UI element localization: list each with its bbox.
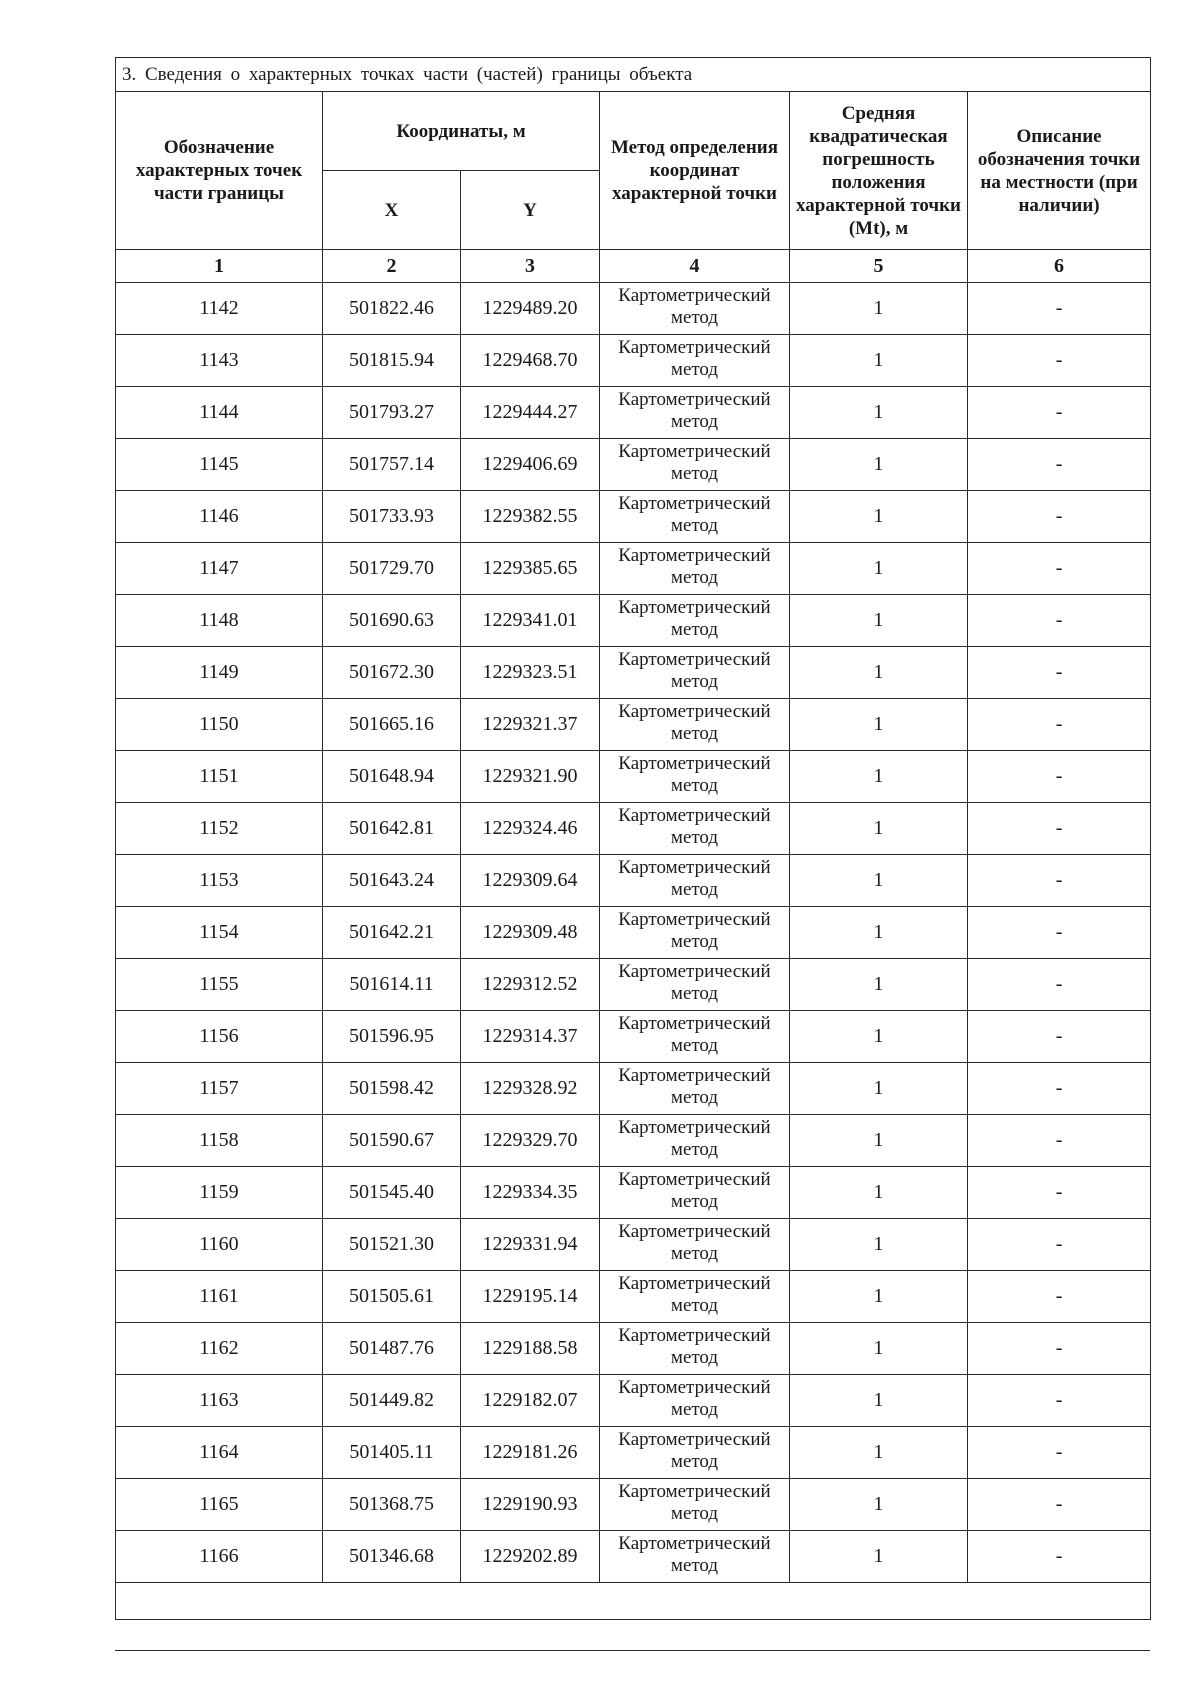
x-coordinate-cell: 501521.30	[323, 1219, 461, 1271]
header-coordinates: Координаты, м	[323, 92, 600, 171]
table-row	[116, 1167, 1151, 1219]
mt-error-cell: 1	[790, 387, 968, 439]
mt-error-cell: 1	[790, 1531, 968, 1583]
method-cell	[600, 1323, 790, 1375]
x-coordinate-cell: 501648.94	[323, 751, 461, 803]
method-line-1: Картометрический	[618, 493, 771, 514]
table-body	[116, 283, 1151, 1583]
y-coordinate-cell: 1229182.07	[461, 1375, 600, 1427]
point-id-cell: 1157	[116, 1063, 323, 1115]
x-coordinate-cell: 501822.46	[323, 283, 461, 335]
table-row	[116, 543, 1151, 595]
y-coordinate-cell: 1229181.26	[461, 1427, 600, 1479]
method-line-2: метод	[670, 723, 719, 744]
point-id-cell: 1154	[116, 907, 323, 959]
x-coordinate-cell: 501729.70	[323, 543, 461, 595]
y-coordinate-cell: 1229385.65	[461, 543, 600, 595]
column-number: 2	[323, 250, 461, 283]
method-cell	[600, 439, 790, 491]
description-cell: -	[968, 907, 1151, 959]
y-coordinate-cell: 1229341.01	[461, 595, 600, 647]
point-id-cell: 1159	[116, 1167, 323, 1219]
method-cell	[600, 1115, 790, 1167]
y-coordinate-cell: 1229309.48	[461, 907, 600, 959]
point-id-cell: 1144	[116, 387, 323, 439]
x-coordinate-cell: 501642.21	[323, 907, 461, 959]
x-coordinate-cell: 501487.76	[323, 1323, 461, 1375]
method-line-1: Картометрический	[618, 649, 771, 670]
description-cell: -	[968, 1011, 1151, 1063]
x-coordinate-cell: 501545.40	[323, 1167, 461, 1219]
point-id-cell: 1149	[116, 647, 323, 699]
point-id-cell: 1147	[116, 543, 323, 595]
mt-error-cell: 1	[790, 1115, 968, 1167]
x-coordinate-cell: 501642.81	[323, 803, 461, 855]
y-coordinate-cell: 1229329.70	[461, 1115, 600, 1167]
y-coordinate-cell: 1229328.92	[461, 1063, 600, 1115]
column-number: 4	[600, 250, 790, 283]
method-line-1: Картометрический	[618, 1481, 771, 1502]
mt-error-cell: 1	[790, 1323, 968, 1375]
method-line-1: Картометрический	[618, 1377, 771, 1398]
method-line-2: метод	[670, 1295, 719, 1316]
method-line-1: Картометрический	[618, 1533, 771, 1554]
mt-error-cell: 1	[790, 1063, 968, 1115]
table-row	[116, 491, 1151, 543]
description-cell: -	[968, 1375, 1151, 1427]
point-id-cell: 1160	[116, 1219, 323, 1271]
mt-error-cell: 1	[790, 1375, 968, 1427]
point-id-cell: 1165	[116, 1479, 323, 1531]
point-id-cell: 1146	[116, 491, 323, 543]
section-title: 3. Сведения о характерных точках части (частей) границы объекта	[116, 58, 1151, 92]
description-cell: -	[968, 595, 1151, 647]
method-line-2: метод	[670, 1087, 719, 1108]
table-row	[116, 1271, 1151, 1323]
x-coordinate-cell: 501449.82	[323, 1375, 461, 1427]
y-coordinate-cell: 1229324.46	[461, 803, 600, 855]
method-line-1: Картометрический	[618, 1013, 771, 1034]
method-line-1: Картометрический	[618, 285, 771, 306]
method-line-2: метод	[670, 983, 719, 1004]
x-coordinate-cell: 501598.42	[323, 1063, 461, 1115]
mt-error-cell: 1	[790, 959, 968, 1011]
description-cell: -	[968, 439, 1151, 491]
y-coordinate-cell: 1229188.58	[461, 1323, 600, 1375]
column-number: 3	[461, 250, 600, 283]
description-cell: -	[968, 803, 1151, 855]
y-coordinate-cell: 1229468.70	[461, 335, 600, 387]
description-cell: -	[968, 543, 1151, 595]
description-cell: -	[968, 335, 1151, 387]
mt-error-cell: 1	[790, 855, 968, 907]
method-line-2: метод	[670, 1243, 719, 1264]
method-line-2: метод	[670, 1191, 719, 1212]
method-line-2: метод	[670, 1035, 719, 1056]
method-line-2: метод	[670, 1347, 719, 1368]
x-coordinate-cell: 501614.11	[323, 959, 461, 1011]
point-id-cell: 1148	[116, 595, 323, 647]
empty-cell	[116, 1583, 1151, 1620]
point-id-cell: 1153	[116, 855, 323, 907]
description-cell: -	[968, 959, 1151, 1011]
point-id-cell: 1156	[116, 1011, 323, 1063]
mt-error-cell: 1	[790, 1271, 968, 1323]
method-line-1: Картометрический	[618, 805, 771, 826]
table-row	[116, 751, 1151, 803]
method-line-1: Картометрический	[618, 597, 771, 618]
y-coordinate-cell: 1229202.89	[461, 1531, 600, 1583]
description-cell: -	[968, 1219, 1151, 1271]
x-coordinate-cell: 501690.63	[323, 595, 461, 647]
footer-divider	[115, 1650, 1150, 1651]
mt-error-cell: 1	[790, 1011, 968, 1063]
table-row	[116, 335, 1151, 387]
y-coordinate-cell: 1229444.27	[461, 387, 600, 439]
method-line-1: Картометрический	[618, 1169, 771, 1190]
x-coordinate-cell: 501815.94	[323, 335, 461, 387]
mt-error-cell: 1	[790, 1167, 968, 1219]
point-id-cell: 1161	[116, 1271, 323, 1323]
method-cell	[600, 543, 790, 595]
table-row	[116, 699, 1151, 751]
y-coordinate-cell: 1229190.93	[461, 1479, 600, 1531]
mt-error-cell: 1	[790, 751, 968, 803]
method-cell	[600, 699, 790, 751]
description-cell: -	[968, 387, 1151, 439]
method-line-2: метод	[670, 775, 719, 796]
header-x: X	[323, 171, 461, 250]
x-coordinate-cell: 501733.93	[323, 491, 461, 543]
x-coordinate-cell: 501590.67	[323, 1115, 461, 1167]
mt-error-cell: 1	[790, 543, 968, 595]
y-coordinate-cell: 1229323.51	[461, 647, 600, 699]
method-line-1: Картометрический	[618, 753, 771, 774]
method-cell	[600, 491, 790, 543]
mt-error-cell: 1	[790, 699, 968, 751]
method-line-2: метод	[670, 827, 719, 848]
column-number: 5	[790, 250, 968, 283]
method-cell	[600, 1375, 790, 1427]
empty-footer-row	[116, 1583, 1151, 1620]
table-row	[116, 439, 1151, 491]
mt-error-cell: 1	[790, 647, 968, 699]
method-line-2: метод	[670, 671, 719, 692]
table-row	[116, 1427, 1151, 1479]
method-cell	[600, 1011, 790, 1063]
method-line-1: Картометрический	[618, 1065, 771, 1086]
point-id-cell: 1142	[116, 283, 323, 335]
x-coordinate-cell: 501346.68	[323, 1531, 461, 1583]
point-id-cell: 1152	[116, 803, 323, 855]
column-number: 1	[116, 250, 323, 283]
method-line-1: Картометрический	[618, 337, 771, 358]
table-row	[116, 1479, 1151, 1531]
y-coordinate-cell: 1229489.20	[461, 283, 600, 335]
header-designation: Обозначение характерных точек части границы	[116, 92, 323, 250]
mt-error-cell: 1	[790, 283, 968, 335]
method-line-1: Картометрический	[618, 389, 771, 410]
method-line-1: Картометрический	[618, 857, 771, 878]
header-method: Метод определения координат характерной точки	[600, 92, 790, 250]
y-coordinate-cell: 1229406.69	[461, 439, 600, 491]
y-coordinate-cell: 1229382.55	[461, 491, 600, 543]
mt-error-cell: 1	[790, 335, 968, 387]
table-row	[116, 387, 1151, 439]
method-line-1: Картометрический	[618, 1273, 771, 1294]
x-coordinate-cell: 501665.16	[323, 699, 461, 751]
x-coordinate-cell: 501757.14	[323, 439, 461, 491]
y-coordinate-cell: 1229314.37	[461, 1011, 600, 1063]
column-number: 6	[968, 250, 1151, 283]
table-row	[116, 595, 1151, 647]
point-id-cell: 1162	[116, 1323, 323, 1375]
method-line-1: Картометрический	[618, 1429, 771, 1450]
description-cell: -	[968, 751, 1151, 803]
description-cell: -	[968, 283, 1151, 335]
boundary-points-table	[115, 57, 1151, 1620]
x-coordinate-cell: 501596.95	[323, 1011, 461, 1063]
method-line-1: Картометрический	[618, 1221, 771, 1242]
table-row	[116, 647, 1151, 699]
x-coordinate-cell: 501643.24	[323, 855, 461, 907]
method-line-1: Картометрический	[618, 441, 771, 462]
method-line-2: метод	[670, 515, 719, 536]
method-cell	[600, 1063, 790, 1115]
y-coordinate-cell: 1229321.90	[461, 751, 600, 803]
point-id-cell: 1143	[116, 335, 323, 387]
table-row	[116, 1219, 1151, 1271]
method-cell	[600, 387, 790, 439]
method-line-1: Картометрический	[618, 1325, 771, 1346]
method-cell	[600, 595, 790, 647]
table-row	[116, 855, 1151, 907]
method-line-1: Картометрический	[618, 961, 771, 982]
method-cell	[600, 907, 790, 959]
method-line-2: метод	[670, 1503, 719, 1524]
method-line-1: Картометрический	[618, 545, 771, 566]
method-line-1: Картометрический	[618, 1117, 771, 1138]
description-cell: -	[968, 1427, 1151, 1479]
document-sheet	[115, 57, 1150, 1620]
method-cell	[600, 335, 790, 387]
x-coordinate-cell: 501672.30	[323, 647, 461, 699]
y-coordinate-cell: 1229334.35	[461, 1167, 600, 1219]
method-line-2: метод	[670, 359, 719, 380]
description-cell: -	[968, 1323, 1151, 1375]
method-cell	[600, 751, 790, 803]
description-cell: -	[968, 647, 1151, 699]
method-cell	[600, 959, 790, 1011]
method-cell	[600, 1427, 790, 1479]
method-line-2: метод	[670, 1139, 719, 1160]
description-cell: -	[968, 1063, 1151, 1115]
y-coordinate-cell: 1229331.94	[461, 1219, 600, 1271]
method-cell	[600, 1219, 790, 1271]
description-cell: -	[968, 699, 1151, 751]
method-line-2: метод	[670, 619, 719, 640]
table-row	[116, 1011, 1151, 1063]
method-line-2: метод	[670, 463, 719, 484]
method-line-2: метод	[670, 1451, 719, 1472]
method-cell	[600, 1167, 790, 1219]
method-cell	[600, 855, 790, 907]
mt-error-cell: 1	[790, 1219, 968, 1271]
table-row	[116, 1531, 1151, 1583]
method-line-1: Картометрический	[618, 701, 771, 722]
x-coordinate-cell: 501505.61	[323, 1271, 461, 1323]
mt-error-cell: 1	[790, 1427, 968, 1479]
method-line-2: метод	[670, 1399, 719, 1420]
method-line-1: Картометрический	[618, 909, 771, 930]
point-id-cell: 1151	[116, 751, 323, 803]
method-line-2: метод	[670, 411, 719, 432]
table-row	[116, 283, 1151, 335]
mt-error-cell: 1	[790, 803, 968, 855]
point-id-cell: 1155	[116, 959, 323, 1011]
table-row	[116, 1323, 1151, 1375]
mt-error-cell: 1	[790, 907, 968, 959]
table-row	[116, 1375, 1151, 1427]
mt-error-cell: 1	[790, 595, 968, 647]
y-coordinate-cell: 1229312.52	[461, 959, 600, 1011]
method-cell	[600, 283, 790, 335]
method-line-2: метод	[670, 1555, 719, 1576]
point-id-cell: 1164	[116, 1427, 323, 1479]
y-coordinate-cell: 1229195.14	[461, 1271, 600, 1323]
description-cell: -	[968, 491, 1151, 543]
header-y: Y	[461, 171, 600, 250]
point-id-cell: 1150	[116, 699, 323, 751]
point-id-cell: 1145	[116, 439, 323, 491]
table-row	[116, 907, 1151, 959]
header-description: Описание обозначения точки на местности (при наличии)	[968, 92, 1151, 250]
y-coordinate-cell: 1229321.37	[461, 699, 600, 751]
y-coordinate-cell: 1229309.64	[461, 855, 600, 907]
x-coordinate-cell: 501405.11	[323, 1427, 461, 1479]
table-row	[116, 1115, 1151, 1167]
description-cell: -	[968, 1115, 1151, 1167]
description-cell: -	[968, 1531, 1151, 1583]
mt-error-cell: 1	[790, 1479, 968, 1531]
description-cell: -	[968, 1271, 1151, 1323]
point-id-cell: 1163	[116, 1375, 323, 1427]
method-cell	[600, 647, 790, 699]
point-id-cell: 1166	[116, 1531, 323, 1583]
x-coordinate-cell: 501793.27	[323, 387, 461, 439]
method-line-2: метод	[670, 567, 719, 588]
description-cell: -	[968, 855, 1151, 907]
mt-error-cell: 1	[790, 439, 968, 491]
method-cell	[600, 803, 790, 855]
x-coordinate-cell: 501368.75	[323, 1479, 461, 1531]
method-line-2: метод	[670, 879, 719, 900]
method-cell	[600, 1531, 790, 1583]
mt-error-cell: 1	[790, 491, 968, 543]
table-row	[116, 959, 1151, 1011]
method-line-2: метод	[670, 307, 719, 328]
description-cell: -	[968, 1479, 1151, 1531]
table-row	[116, 803, 1151, 855]
description-cell: -	[968, 1167, 1151, 1219]
column-numbers-row	[116, 250, 1151, 283]
header-error: Средняя квадратическая погрешность положения характерной точки (Mt), м	[790, 92, 968, 250]
point-id-cell: 1158	[116, 1115, 323, 1167]
method-line-2: метод	[670, 931, 719, 952]
method-cell	[600, 1479, 790, 1531]
method-cell	[600, 1271, 790, 1323]
table-row	[116, 1063, 1151, 1115]
